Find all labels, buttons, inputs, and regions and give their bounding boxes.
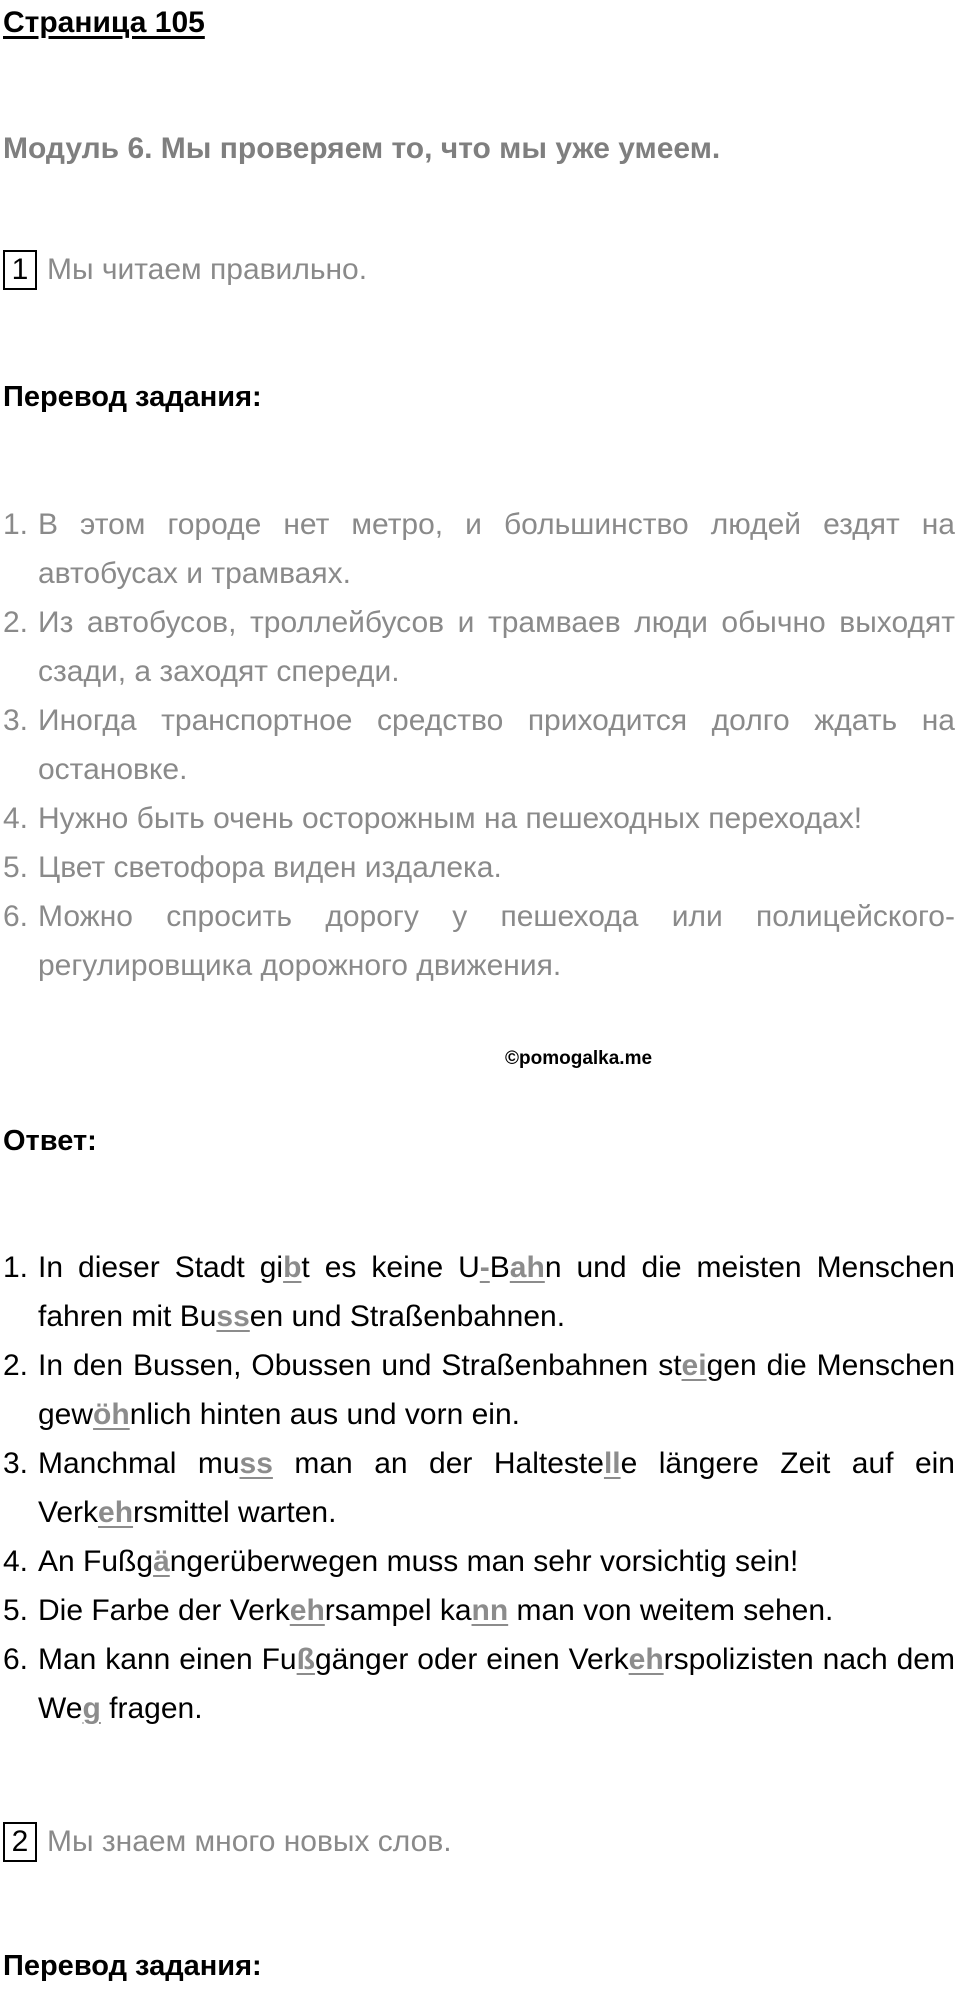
answer-text: ngerüberwegen muss man sehr vorsichtig sein! bbox=[169, 1545, 799, 1578]
answer-text: en und Straßenbahnen. bbox=[249, 1300, 566, 1333]
highlighted-letters: ll bbox=[603, 1447, 621, 1480]
answer-item-number: 2. bbox=[3, 1349, 29, 1382]
page-title: Страница 105 bbox=[3, 6, 205, 39]
answer-item-number: 3. bbox=[3, 1447, 29, 1480]
highlighted-letters: ah bbox=[509, 1251, 545, 1284]
answer-item bbox=[0, 1537, 955, 1586]
list-item: 1. В этом городе нет метро, и большинство людей ездят на автобусах и трамваях. bbox=[3, 508, 955, 590]
highlighted-letters: eh bbox=[628, 1643, 664, 1676]
answer-text: man an der Halteste bbox=[272, 1447, 604, 1480]
answer-item bbox=[0, 1635, 955, 1733]
highlighted-letters: ss bbox=[216, 1300, 250, 1333]
highlighted-letters: ß bbox=[296, 1643, 315, 1676]
highlighted-letters: b bbox=[283, 1251, 302, 1284]
highlighted-letters: - bbox=[479, 1251, 490, 1284]
answer-text: In dieser Stadt gi bbox=[38, 1251, 284, 1284]
highlighted-letters: ss bbox=[239, 1447, 273, 1480]
answer-text: rspolizisten nach dem We bbox=[38, 1643, 955, 1725]
list-item: 3. Иногда транспортное средство приходится долго ждать на остановке. bbox=[3, 704, 955, 786]
translation-list bbox=[0, 500, 955, 990]
answer-text: rsampel ka bbox=[324, 1594, 472, 1627]
module-title: Модуль 6. Мы проверяем то, что мы уже умеем. bbox=[3, 132, 721, 165]
answer-text: An Fußg bbox=[38, 1545, 154, 1578]
answer-item-number: 4. bbox=[3, 1545, 29, 1578]
watermark: ©pomogalka.me bbox=[505, 1048, 653, 1069]
answer-text: B bbox=[489, 1251, 510, 1284]
answer-text: man von weitem sehen. bbox=[508, 1594, 834, 1627]
list-item: 2. Из автобусов, троллейбусов и трамваев люди обычно выходят сзади, а заходят спереди. bbox=[3, 606, 955, 688]
answer-heading: Ответ: bbox=[3, 1125, 97, 1157]
answer-text: t es keine U bbox=[301, 1251, 480, 1284]
highlighted-letters: eh bbox=[98, 1496, 134, 1529]
answer-text: gänger oder einen Verk bbox=[314, 1643, 629, 1676]
answer-item bbox=[0, 1243, 955, 1341]
translation-heading-2: Перевод задания: bbox=[3, 1950, 262, 1982]
answer-text: n und die meisten Menschen fahren mit Bu bbox=[38, 1251, 955, 1333]
answer-text: gen die Menschen gew bbox=[38, 1349, 956, 1431]
answer-list bbox=[0, 1243, 955, 1733]
highlighted-letters: eh bbox=[289, 1594, 325, 1627]
answer-item-number: 6. bbox=[3, 1643, 29, 1676]
translation-heading: Перевод задания: bbox=[3, 381, 262, 413]
task-2-title: Мы знаем много новых слов. bbox=[47, 1825, 452, 1858]
answer-text: Man kann einen Fu bbox=[38, 1643, 297, 1676]
answer-text: nlich hinten aus und vorn ein. bbox=[129, 1398, 520, 1431]
answer-text: In den Bussen, Obussen und Straßenbahnen st bbox=[38, 1349, 682, 1382]
answer-item bbox=[0, 1586, 955, 1635]
highlighted-letters: g bbox=[82, 1692, 101, 1725]
list-item: 4. Нужно быть очень осторожным на пешеходных переходах! bbox=[3, 802, 863, 835]
answer-item-number: 5. bbox=[3, 1594, 29, 1627]
answer-item bbox=[0, 1341, 955, 1439]
answer-text: Die Farbe der Verk bbox=[38, 1594, 290, 1627]
highlighted-letters: öh bbox=[93, 1398, 130, 1431]
task-1-number-box: 1 bbox=[3, 250, 37, 290]
list-item: 6. Можно спросить дорогу у пешехода или полицейского-регулировщика дорожного движения. bbox=[3, 900, 955, 982]
list-item: 5. Цвет светофора виден издалека. bbox=[3, 851, 502, 884]
task-2-number-box: 2 bbox=[3, 1822, 37, 1862]
answer-text: e längere Zeit auf ein Verk bbox=[38, 1447, 955, 1529]
answer-text: Manchmal mu bbox=[38, 1447, 240, 1480]
task-1-header bbox=[3, 250, 367, 290]
answer-item-number: 1. bbox=[3, 1251, 29, 1284]
highlighted-letters: ä bbox=[153, 1545, 170, 1578]
task-1-title: Мы читаем правильно. bbox=[47, 253, 368, 286]
highlighted-letters: ei bbox=[681, 1349, 707, 1382]
answer-text: rsmittel warten. bbox=[133, 1496, 337, 1529]
answer-item bbox=[0, 1439, 955, 1537]
answer-text: fragen. bbox=[100, 1692, 203, 1725]
task-2-header bbox=[3, 1822, 452, 1862]
highlighted-letters: nn bbox=[471, 1594, 509, 1627]
